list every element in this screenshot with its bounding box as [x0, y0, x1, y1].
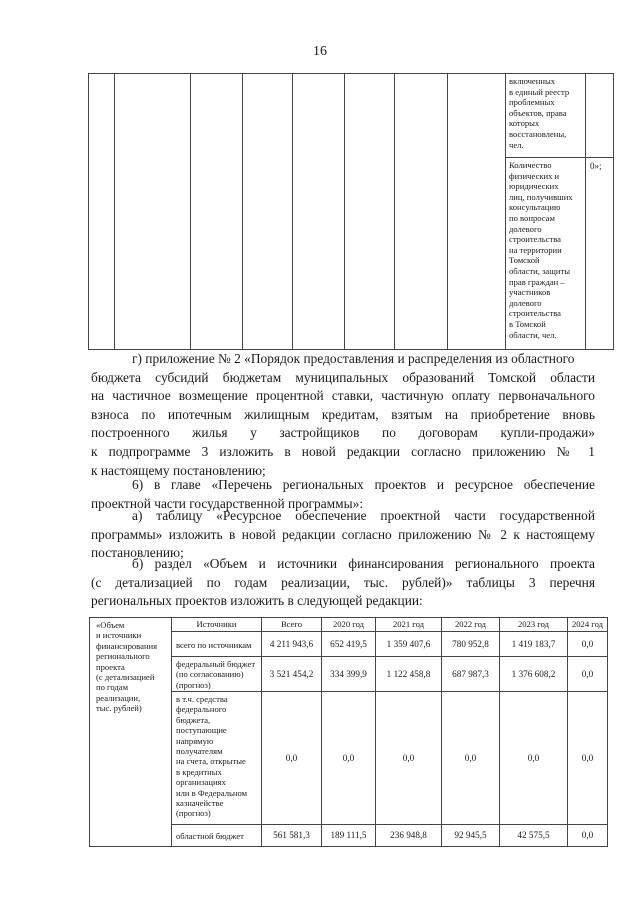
indicators-table-continuation	[88, 73, 614, 350]
indicator-cell-consultations: Количество физических и юридических лиц, получивших консультацию по вопросам долевого строительства на территории Томской области, защиты прав граждан – участников долевого строительства в Томской области, чел.	[506, 158, 586, 350]
empty-cell	[191, 74, 243, 350]
source-cell: областной бюджет	[172, 825, 262, 847]
empty-cell	[243, 74, 293, 350]
column-header: Источники	[172, 618, 262, 632]
column-header: 2023 год	[500, 618, 568, 632]
text-line: к подпрограмме 3 изложить в новой редакции согласно приложению № 1	[91, 443, 595, 459]
value-cell: 652 419,5	[322, 632, 376, 657]
indicator-value: 0»;	[586, 158, 614, 350]
text-line: проектной части государственной программы»:	[91, 495, 364, 511]
empty-cell	[89, 74, 115, 350]
page-number: 16	[313, 44, 327, 59]
value-cell: 189 111,5	[322, 825, 376, 847]
column-header: Всего	[262, 618, 322, 632]
value-cell: 0,0	[568, 632, 608, 657]
text-line: г) приложение № 2 «Порядок предоставления и распределения из областного	[132, 351, 575, 366]
text-line: построенного жилья у застройщиков по договорам купли-продажи»	[91, 425, 595, 441]
paragraph-g	[91, 350, 595, 480]
value-cell: 0,0	[568, 825, 608, 847]
text-line: на частичное возмещение процентной ставки, частичную оплату первоначального	[91, 388, 595, 404]
financing-row-label: «Объем и источники финансирования регионального проекта (с детализацией по годам реализации, тыс. рублей)	[90, 618, 172, 847]
empty-cell	[586, 74, 614, 158]
empty-cell	[448, 74, 506, 350]
value-cell: 0,0	[322, 692, 376, 825]
text-line: бюджета субсидий бюджетам муниципальных образований Томской области	[91, 369, 595, 385]
empty-cell	[395, 74, 448, 350]
text-line: (с детализацией по годам реализации, тыс. рублей)» таблицы 3 перечня	[91, 574, 595, 590]
value-cell: 0,0	[262, 692, 322, 825]
value-cell: 1 419 183,7	[500, 632, 568, 657]
value-cell: 1 122 458,8	[376, 657, 442, 692]
financing-table	[89, 617, 608, 847]
value-cell: 0,0	[568, 692, 608, 825]
value-cell: 780 952,8	[442, 632, 500, 657]
text-line: к настоящему постановлению;	[91, 462, 266, 478]
value-cell: 687 987,3	[442, 657, 500, 692]
value-cell: 334 399,9	[322, 657, 376, 692]
value-cell: 0,0	[568, 657, 608, 692]
column-header: 2021 год	[376, 618, 442, 632]
value-cell: 561 581,3	[262, 825, 322, 847]
value-cell: 0,0	[500, 692, 568, 825]
source-cell: всего по источникам	[172, 632, 262, 657]
text-line: б) раздел «Объем и источники финансирования регионального проекта	[132, 556, 595, 571]
text-line: постановлению;	[91, 545, 184, 561]
value-cell: 0,0	[376, 692, 442, 825]
source-cell: федеральный бюджет (по согласованию) (прогноз)	[172, 657, 262, 692]
column-header: 2022 год	[442, 618, 500, 632]
value-cell: 0,0	[442, 692, 500, 825]
empty-cell	[293, 74, 345, 350]
paragraph-b	[91, 555, 595, 611]
column-header: 2020 год	[322, 618, 376, 632]
value-cell: 1 376 608,2	[500, 657, 568, 692]
text-line: взноса по ипотечным жилищным кредитам, взятым на приобретение вновь	[91, 406, 595, 422]
value-cell: 92 945,5	[442, 825, 500, 847]
text-line: а) таблицу «Ресурсное обеспечение проектной части государственной	[132, 508, 595, 523]
value-cell: 4 211 943,6	[262, 632, 322, 657]
value-cell: 236 948,8	[376, 825, 442, 847]
empty-cell	[345, 74, 395, 350]
text-line: 6) в главе «Перечень региональных проектов и ресурсное обеспечение	[132, 477, 595, 492]
text-line: программы» изложить в новой редакции согласно приложению № 2 к настоящему	[91, 526, 595, 542]
value-cell: 1 359 407,6	[376, 632, 442, 657]
indicator-cell-restored-rights: включенных в единый реестр проблемных объектов, права которых восстановлены, чел.	[506, 74, 586, 158]
source-cell: в т.ч. средства федерального бюджета, поступающие напрямую получателям на счета, открытые в кредитных организациях или в Федеральном казначействе (прогноз)	[172, 692, 262, 825]
column-header: 2024 год	[568, 618, 608, 632]
empty-cell	[115, 74, 191, 350]
value-cell: 3 521 454,2	[262, 657, 322, 692]
value-cell: 42 575,5	[500, 825, 568, 847]
text-line: региональных проектов изложить в следующей редакции:	[91, 593, 423, 609]
